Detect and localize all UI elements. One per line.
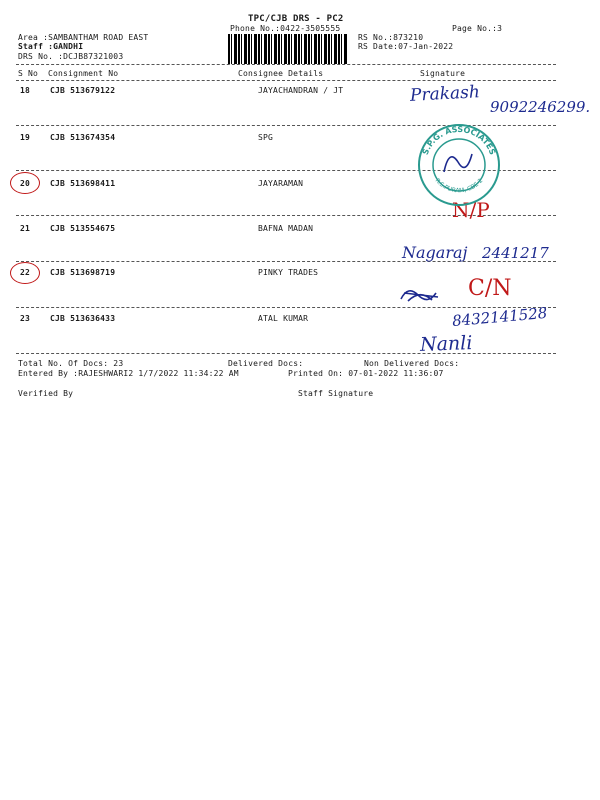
red-circle-mark: [10, 262, 40, 284]
handwritten-note: C/N: [468, 276, 512, 301]
row-consignment-no: CJB 513698411: [50, 179, 116, 188]
handwritten-signature: Nagaraj: [402, 243, 468, 262]
company-stamp: [416, 122, 502, 208]
row-consignee: SPG: [258, 133, 274, 142]
phone-number: Phone No.:0422-3505555: [230, 24, 341, 33]
handwritten-phone: 2441217: [482, 244, 549, 262]
row-consignment-no: CJB 513674354: [50, 133, 116, 142]
barcode: [228, 34, 348, 64]
staff-field: Staff :GANDHI: [18, 42, 84, 51]
divider: [16, 353, 556, 354]
row-consignee: BAFNA MADAN: [258, 224, 314, 233]
row-sno: 22: [20, 268, 31, 277]
verified-by: Verified By: [18, 389, 74, 398]
page-number: Page No.:3: [452, 24, 503, 33]
svg-text:R.S.PURAM, CBE-2: [434, 177, 485, 194]
area-field: Area :SAMBANTHAM ROAD EAST: [18, 33, 149, 42]
handwritten-signature: Prakash: [409, 82, 481, 106]
col-header-sno: S No: [18, 69, 39, 78]
row-consignee: JAYARAMAN: [258, 179, 304, 188]
drs-number: DRS No. :DCJB87321003: [18, 52, 124, 61]
red-circle-mark: [10, 172, 40, 194]
row-consignment-no: CJB 513679122: [50, 86, 116, 95]
non-delivered-docs: Non Delivered Docs:: [364, 359, 460, 368]
row-consignee: PINKY TRADES: [258, 268, 319, 277]
handwritten-phone: 8432141528: [451, 303, 549, 331]
col-header-consignee: Consignee Details: [238, 69, 324, 78]
divider: [16, 64, 556, 65]
row-sno: 23: [20, 314, 31, 323]
svg-text:S.P.G. ASSOCIATES: [421, 125, 497, 156]
total-docs: Total No. Of Docs: 23: [18, 359, 124, 368]
entered-by: Entered By :RAJESHWARI2 1/7/2022 11:34:22 AM: [18, 369, 239, 378]
scribble-mark: [398, 283, 444, 305]
rs-date: RS Date:07-Jan-2022: [358, 42, 454, 51]
row-sno: 20: [20, 179, 31, 188]
stamp-text-top: S.P.G. ASSOCIATES: [420, 124, 498, 157]
row-sno: 21: [20, 224, 31, 233]
row-sno: 18: [20, 86, 31, 95]
divider: [16, 80, 556, 81]
stamp-text-bottom: R.S.PURAM, CBE-2: [433, 177, 485, 195]
delivered-docs: Delivered Docs:: [228, 359, 304, 368]
col-header-signature: Signature: [420, 69, 466, 78]
staff-signature-label: Staff Signature: [298, 389, 374, 398]
divider: [16, 261, 556, 262]
row-consignment-no: CJB 513636433: [50, 314, 116, 323]
row-consignment-no: CJB 513698719: [50, 268, 116, 277]
handwritten-signature: Nanli: [419, 332, 473, 356]
row-consignee: ATAL KUMAR: [258, 314, 309, 323]
row-consignee: JAYACHANDRAN / JT: [258, 86, 344, 95]
row-consignment-no: CJB 513554675: [50, 224, 116, 233]
document-title: TPC/CJB DRS - PC2: [248, 14, 344, 24]
printed-on: Printed On: 07-01-2022 11:36:07: [288, 369, 444, 378]
col-header-consignment: Consignment No: [48, 69, 119, 78]
rs-number: RS No.:873210: [358, 33, 424, 42]
handwritten-phone: 9092246299.: [490, 98, 591, 116]
handwritten-note: N/P: [452, 198, 490, 222]
row-sno: 19: [20, 133, 31, 142]
divider: [16, 307, 556, 308]
